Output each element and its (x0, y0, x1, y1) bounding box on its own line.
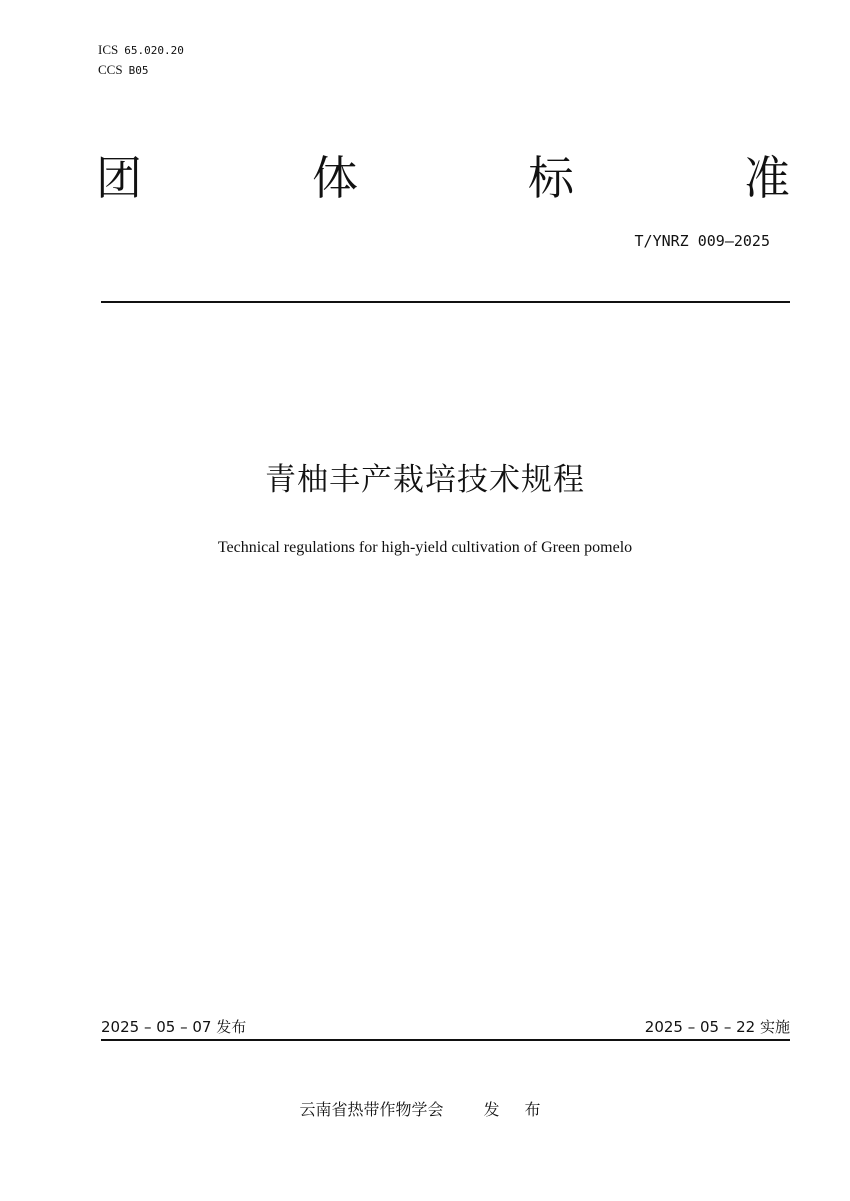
publisher-name: 云南省热带作物学会 (299, 1100, 444, 1119)
standard-type-heading (96, 148, 790, 208)
footer-divider (101, 1039, 790, 1041)
implementation-date: 2025 – 05 – 22 实施 (644, 1018, 790, 1036)
document-title-english: Technical regulations for high-yield cultivation of Green pomelo (217, 539, 633, 556)
ccs-line (98, 60, 184, 80)
standard-type-char: 体 (312, 151, 358, 205)
publish-label: 发 布 (483, 1100, 551, 1119)
ics-code: 65.020.20 (124, 44, 184, 57)
standard-number: T/YNRZ 009—2025 (634, 232, 770, 250)
header-divider (101, 301, 790, 303)
classification-block (98, 40, 184, 80)
ccs-code: B05 (128, 64, 149, 77)
document-title-chinese: 青柚丰产栽培技术规程 (265, 462, 585, 498)
date-row (101, 1016, 790, 1038)
standard-type-char: 准 (744, 151, 790, 205)
standard-type-char: 团 (96, 151, 142, 205)
publisher-line (0, 1099, 850, 1121)
standard-type-char: 标 (528, 151, 574, 205)
ics-label: ICS (98, 42, 119, 57)
issue-date: 2025 – 05 – 07 发布 (101, 1018, 247, 1036)
ccs-label: CCS (98, 62, 123, 77)
ics-line (98, 40, 184, 60)
